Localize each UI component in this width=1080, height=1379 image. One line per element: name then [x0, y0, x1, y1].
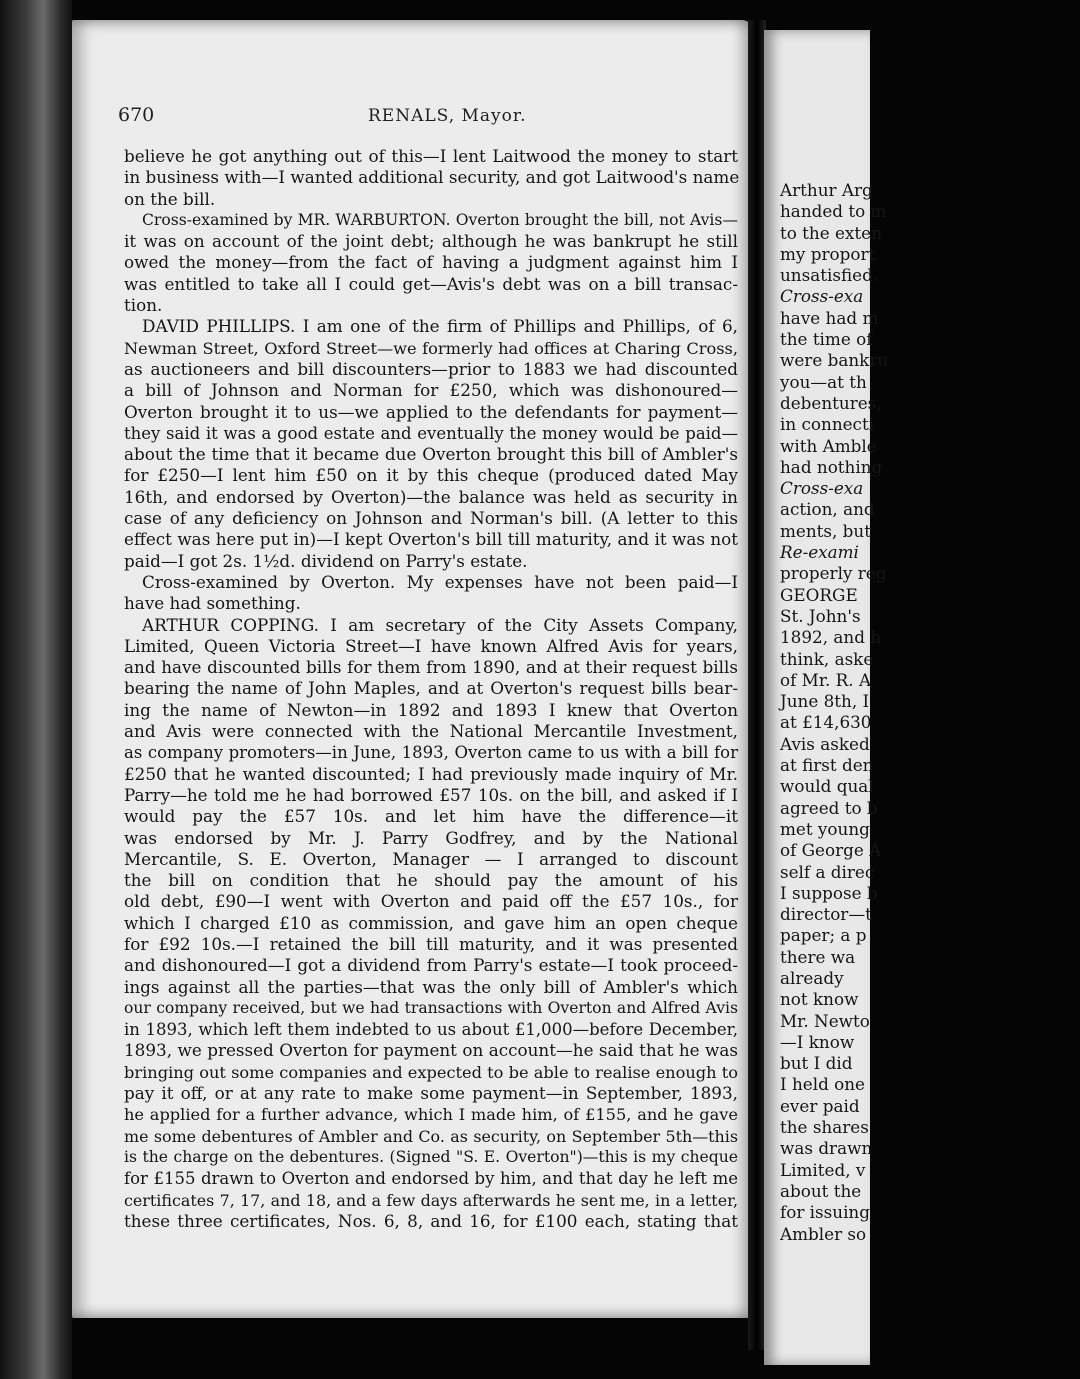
right-page-line: Re-exami — [780, 542, 859, 563]
right-page-line: unsatisfied. — [780, 265, 879, 286]
right-page-line: think, aske — [780, 648, 874, 669]
page-number: 670 — [118, 104, 155, 126]
text-line: case of any deficiency on Johnson and Norman's bill. (A letter to this — [124, 508, 738, 529]
right-page-text — [780, 180, 1080, 1245]
right-page-line: director—t — [780, 904, 872, 925]
right-page-line: I held one — [780, 1074, 865, 1095]
text-line: and dishonoured—I got a dividend from Parry's estate—I took proceed- — [124, 955, 738, 976]
text-line: Overton brought it to us—we applied to the defendants for payment— — [124, 401, 738, 422]
text-line: in 1893, which left them indebted to us about £1,000—before December, — [124, 1020, 738, 1040]
text-line: pay it off, or at any rate to make some payment—in September, 1893, — [124, 1083, 738, 1104]
right-page-line: Avis asked — [780, 733, 870, 754]
text-line: Mercantile, S. E. Overton, Manager — I arranged to discount — [124, 848, 738, 869]
text-line: believe he got anything out of this—I lent Laitwood the money to start — [124, 146, 738, 166]
right-page-line: agreed to b — [780, 797, 878, 818]
right-page-line: debentures, — [780, 392, 882, 413]
text-line: paid—I got 2s. 1½d. dividend on Parry's estate. — [124, 550, 528, 571]
text-line: for £155 drawn to Overton and endorsed by him, and that day he left me — [124, 1169, 738, 1189]
text-line: these three certificates, Nos. 6, 8, and 16, for £100 each, stating that — [124, 1210, 738, 1231]
right-page-line: handed to m — [780, 201, 887, 222]
running-head: RENALS, Mayor. — [368, 106, 527, 126]
text-line: me some debentures of Ambler and Co. as security, on September 5th—this — [124, 1126, 738, 1146]
right-page-line: June 8th, I — [780, 691, 870, 712]
right-page-line: properly reg — [780, 563, 887, 584]
text-line: as auctioneers and bill discounters—prior to 1883 we had discounted — [124, 358, 738, 379]
text-line: and have discounted bills for them from 1890, and at their request bills — [124, 657, 738, 678]
right-page-line: Limited, v — [780, 1159, 866, 1180]
text-line: was entitled to take all I could get—Avis's debt was on a bill transac- — [124, 273, 738, 294]
right-page-line: to the exten — [780, 222, 882, 243]
text-line: a bill of Johnson and Norman for £250, which was dishonoured— — [124, 380, 738, 401]
text-line: which I charged £10 as commission, and gave him an open cheque — [124, 912, 738, 933]
right-page-line: of Mr. R. A — [780, 669, 872, 690]
right-page-line: self a direc — [780, 861, 875, 882]
right-page-line: at first den — [780, 755, 874, 776]
text-line: in business with—I wanted additional security, and got Laitwood's name — [124, 167, 740, 188]
right-page-line: met young — [780, 818, 870, 839]
text-line: it was on account of the joint debt; although he was bankrupt he still — [124, 231, 738, 252]
text-line: on the bill. — [124, 188, 216, 209]
right-page-line: were bankru — [780, 350, 889, 371]
right-page-line: St. John's — [780, 605, 861, 626]
text-line: ings against all the parties—that was the only bill of Ambler's which — [124, 976, 738, 997]
right-page-line: but I did — [780, 1053, 853, 1074]
right-page-line: action, and — [780, 499, 875, 520]
right-page-line: Cross-exa — [780, 286, 864, 307]
right-page-line: ever paid — [780, 1095, 860, 1116]
right-page-line: not know — [780, 989, 859, 1010]
text-line: Limited, Queen Victoria Street—I have known Alfred Avis for years, — [124, 635, 738, 656]
text-line: and Avis were connected with the National Mercantile Investment, — [124, 721, 738, 742]
text-line: £250 that he wanted discounted; I had previously made inquiry of Mr. — [124, 763, 738, 784]
right-page-line: my proport — [780, 243, 876, 264]
right-page-line: I suppose b — [780, 882, 878, 903]
right-page-line: at £14,630 — [780, 712, 872, 733]
right-page-line: Mr. Newto — [780, 1010, 870, 1031]
text-line: they said it was a good estate and eventually the money would be paid— — [124, 423, 738, 443]
page-header — [118, 104, 718, 134]
text-line: the bill on condition that he should pay the amount of his — [124, 870, 738, 891]
text-line: was endorsed by Mr. J. Parry Godfrey, and by the National — [124, 827, 738, 848]
right-page-line: was drawn — [780, 1138, 873, 1159]
body-text — [104, 146, 738, 1232]
text-line: owed the money—from the fact of having a judgment against him I — [124, 252, 738, 273]
text-line: for £92 10s.—I retained the bill till maturity, and it was presented — [124, 933, 738, 954]
right-page-line: you—at th — [780, 371, 867, 392]
right-page-line: for issuing — [780, 1202, 870, 1223]
text-line: Cross-examined by Overton. My expenses have not been paid—I — [142, 571, 738, 592]
right-page-line: ments, but — [780, 520, 871, 541]
text-line: he applied for a further advance, which I made him, of £155, and he gave — [124, 1105, 738, 1125]
right-page-line: —I know — [780, 1031, 855, 1052]
right-page-line: GEORGE — [780, 584, 858, 605]
book-spine — [0, 0, 72, 1379]
text-line: 16th, and endorsed by Overton)—the balance was held as security in — [124, 486, 738, 507]
right-page-line: of George A — [780, 840, 882, 861]
text-line: old debt, £90—I went with Overton and paid off the £57 10s., for — [124, 891, 738, 912]
right-page-line: paper; a p — [780, 925, 867, 946]
right-page-line: had nothing — [780, 456, 883, 477]
text-line: 1893, we pressed Overton for payment on account—he said that he was — [124, 1040, 738, 1061]
right-page-line: the time of — [780, 329, 873, 350]
text-line: is the charge on the debentures. (Signed "S. E. Overton")—this is my cheque — [124, 1147, 738, 1166]
right-page-line: with Amble — [780, 435, 877, 456]
text-line: Newman Street, Oxford Street—we formerly had offices at Charing Cross, — [124, 338, 738, 358]
text-line: for £250—I lent him £50 on it by this cheque (produced dated May — [124, 465, 738, 486]
text-line: effect was here put in)—I kept Overton's bill till maturity, and it was not — [124, 529, 738, 550]
right-page-line: 1892, and h — [780, 627, 882, 648]
right-page-line: Cross-exa — [780, 478, 864, 499]
text-line: have had something. — [124, 593, 301, 614]
text-line: would pay the £57 10s. and let him have the difference—it — [124, 806, 738, 827]
right-page-line: would qual — [780, 776, 874, 797]
text-line: bearing the name of John Maples, and at Overton's request bills bear- — [124, 678, 738, 699]
right-page-line: have had m — [780, 307, 879, 328]
text-line: DAVID PHILLIPS. I am one of the firm of Phillips and Phillips, of 6, — [142, 316, 738, 337]
right-page-line: there wa — [780, 946, 856, 967]
right-page-line: already — [780, 967, 844, 988]
right-page-line: in connecti — [780, 414, 875, 435]
text-line: certificates 7, 17, and 18, and a few days afterwards he sent me, in a letter, — [124, 1190, 738, 1210]
right-page — [764, 30, 889, 1365]
text-line: about the time that it became due Overton brought this bill of Ambler's — [124, 444, 738, 465]
text-line: tion. — [124, 295, 163, 316]
right-page-line: the shares — [780, 1117, 869, 1138]
text-line: ARTHUR COPPING. I am secretary of the City Assets Company, — [142, 614, 738, 635]
text-line: Cross-examined by MR. WARBURTON. Overton brought the bill, not Avis— — [142, 210, 738, 229]
text-line: Parry—he told me he had borrowed £57 10s. on the bill, and asked if I — [124, 784, 738, 805]
text-line: ing the name of Newton—in 1892 and 1893 I knew that Overton — [124, 699, 738, 720]
text-line: as company promoters—in June, 1893, Overton came to us with a bill for — [124, 743, 738, 763]
text-line: our company received, but we had transactions with Overton and Alfred Avis — [124, 998, 738, 1017]
right-page-line: about the — [780, 1180, 862, 1201]
text-line: bringing out some companies and expected to be able to realise enough to — [124, 1062, 738, 1082]
right-page-line: Arthur Arg — [780, 180, 873, 200]
right-page-line: Ambler so — [780, 1223, 867, 1244]
